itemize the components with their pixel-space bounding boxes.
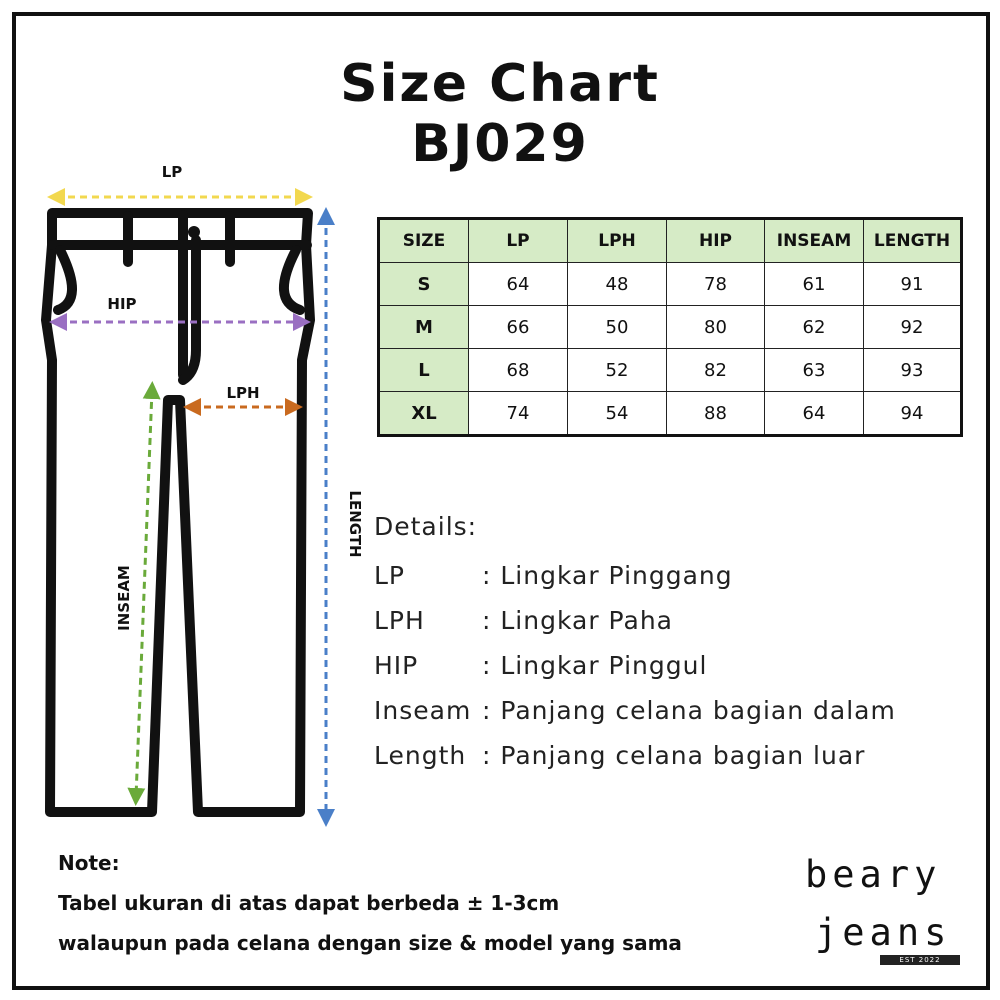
inseam-arrow — [136, 390, 152, 797]
table-cell: 94 — [864, 392, 962, 436]
table-cell: 62 — [765, 306, 864, 349]
table-cell: 91 — [864, 263, 962, 306]
header-cell: LENGTH — [864, 219, 962, 263]
table-cell: 66 — [469, 306, 568, 349]
details-section — [374, 512, 896, 778]
header-cell: LPH — [568, 219, 667, 263]
table-cell: 92 — [864, 306, 962, 349]
details-item — [374, 553, 896, 598]
table-row — [379, 306, 962, 349]
length-label: LENGTH — [346, 490, 364, 558]
header-cell: LP — [469, 219, 568, 263]
details-value: : Panjang celana bagian dalam — [482, 696, 896, 725]
pants-outline — [46, 213, 310, 812]
page-title: Size Chart — [340, 54, 660, 114]
table-cell: 61 — [765, 263, 864, 306]
header-cell: HIP — [667, 219, 765, 263]
brand-line2: jeans — [815, 911, 952, 954]
lph-label: LPH — [226, 384, 260, 402]
note-heading: Note: — [58, 851, 120, 875]
details-value: : Lingkar Pinggang — [482, 561, 733, 590]
button-icon — [188, 226, 200, 238]
details-key: Inseam — [374, 696, 472, 725]
table-cell: 48 — [568, 263, 667, 306]
table-cell: 74 — [469, 392, 568, 436]
brand-line1: beary — [805, 853, 942, 896]
table-cell: 64 — [469, 263, 568, 306]
note-section — [58, 843, 682, 963]
header-cell: INSEAM — [765, 219, 864, 263]
table-cell: 68 — [469, 349, 568, 392]
details-value: : Panjang celana bagian luar — [482, 741, 866, 770]
table-cell: 63 — [765, 349, 864, 392]
table-cell: 50 — [568, 306, 667, 349]
details-item — [374, 643, 896, 688]
table-cell: 52 — [568, 349, 667, 392]
size-cell: M — [379, 306, 469, 349]
table-header-row — [379, 219, 962, 263]
details-heading: Details: — [374, 512, 478, 541]
inseam-label: INSEAM — [115, 565, 133, 631]
size-cell: S — [379, 263, 469, 306]
table-row — [379, 392, 962, 436]
size-cell: XL — [379, 392, 469, 436]
details-item — [374, 688, 896, 733]
hip-label: HIP — [107, 295, 137, 313]
lp-label: LP — [161, 163, 183, 181]
product-code: BJ029 — [411, 114, 589, 174]
note-line: Tabel ukuran di atas dapat berbeda ± 1-3cm — [58, 891, 560, 915]
table-cell: 54 — [568, 392, 667, 436]
details-item — [374, 733, 896, 778]
table-cell: 78 — [667, 263, 765, 306]
table-cell: 64 — [765, 392, 864, 436]
size-table — [377, 217, 963, 437]
note-line: walaupun pada celana dengan size & model yang sama — [58, 931, 682, 955]
table-cell: 93 — [864, 349, 962, 392]
table-cell: 80 — [667, 306, 765, 349]
table-row — [379, 349, 962, 392]
details-item — [374, 598, 896, 643]
details-key: Length — [374, 741, 467, 770]
details-key: LP — [374, 561, 406, 590]
details-value: : Lingkar Paha — [482, 606, 673, 635]
table-cell: 88 — [667, 392, 765, 436]
details-value: : Lingkar Pinggul — [482, 651, 708, 680]
size-cell: L — [379, 349, 469, 392]
table-row — [379, 263, 962, 306]
details-key: HIP — [374, 651, 419, 680]
header-cell: SIZE — [379, 219, 469, 263]
table-cell: 82 — [667, 349, 765, 392]
details-key: LPH — [374, 606, 425, 635]
brand-est-badge: EST 2022 — [880, 955, 960, 965]
